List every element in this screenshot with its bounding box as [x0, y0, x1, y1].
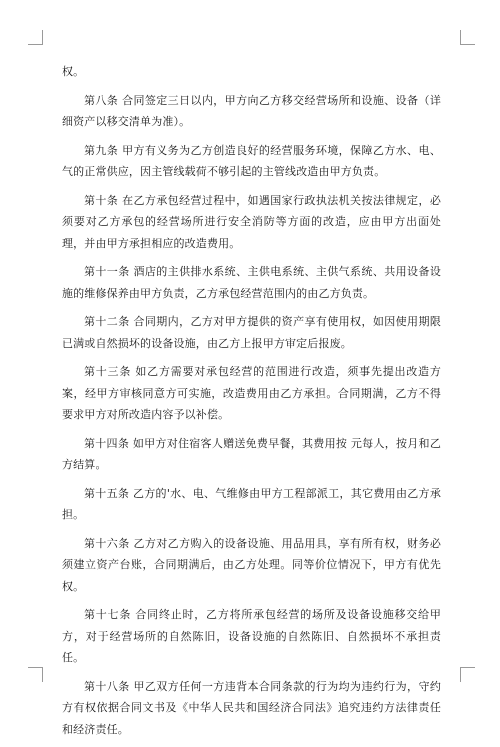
clause-16: 第十六条 乙方对乙方购入的设备设施、用品用具，享有所有权，财务必须建立资产台账，合同期满后，由乙方处理。同等价位情况下，甲方有优先权。: [62, 536, 441, 593]
clause-12: 第十二条 合同期内，乙方对甲方提供的资产享有使用权，如因使用期限已满或自然损坏的设备设施，由乙方上报甲方审定后报废。: [62, 315, 441, 350]
clause-14: 第十四条 如甲方对住宿客人赠送免费早餐，其费用按 元每人，按月和乙方结算。: [62, 436, 441, 471]
clause-17: 第十七条 合同终止时，乙方将所承包经营的场所及设备设施移交给甲方，对于经营场所的自然陈旧，设备设施的自然陈旧、自然损坏不承担责任。: [62, 608, 441, 664]
clause-10: 第十条 在乙方承包经营过程中，如遇国家行政执法机关按法律规定，必须要对乙方承包的经营场所进行安全消防等方面的改造，应由甲方出面处理，并由甲方承担相应的改造费用。: [62, 193, 441, 250]
crop-mark-bottom-left: [28, 667, 43, 682]
clause-13: 第十三条 如乙方需要对承包经营的范围进行改造，须事先提出改造方案，经甲方审核同意方可实施，改造费用由乙方承担。合同期满，乙方不得要求甲方对所改造内容予以补偿。: [62, 365, 441, 421]
clause-18: 第十八条 甲乙双方任何一方违背本合同条款的行为均为违约行为，守约方有权依据合同文书及《中华人民共和国经济合同法》追究违约方法律责任和经济责任。: [62, 679, 441, 736]
crop-mark-bottom-right: [460, 667, 475, 682]
paragraph: 权。: [62, 65, 85, 78]
clause-15: 第十五条 乙方的'水、电、气维修由甲方工程部派工，其它费用由乙方承担。: [62, 486, 441, 521]
clause-8: 第八条 合同签定三日以内，甲方向乙方移交经营场所和设施、设备（详细资产以移交清单为准）。: [62, 93, 441, 128]
clause-9: 第九条 甲方有义务为乙方创造良好的经营服务环境，保障乙方水、电、气的正常供应，因主管线载荷不够引起的主管线改造由甲方负责。: [62, 143, 441, 178]
clause-11: 第十一条 酒店的主供排水系统、主供电系统、主供气系统、共用设备设施的维修保养由甲方负责，乙方承包经营范围内的由乙方负责。: [62, 265, 441, 300]
document-body: [62, 61, 441, 747]
crop-mark-top-left: [28, 30, 43, 45]
crop-mark-top-right: [460, 30, 475, 45]
